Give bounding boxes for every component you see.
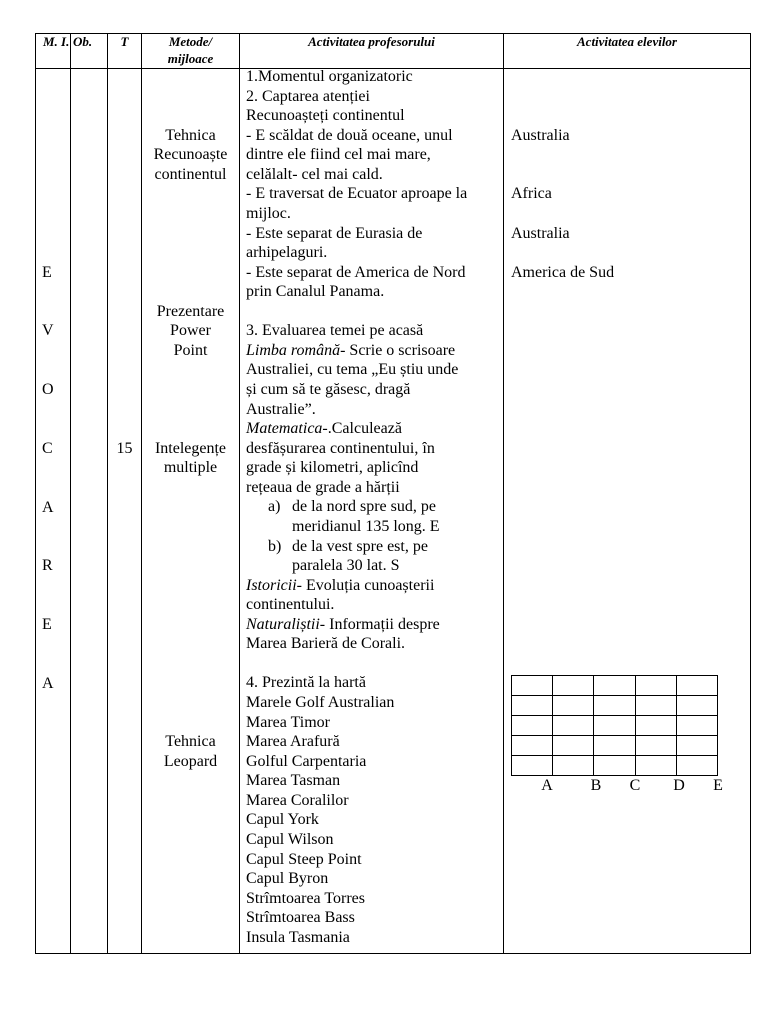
teacher-line <box>246 419 498 439</box>
clue-line: - E traversat de Ecuator aproape la <box>246 185 468 203</box>
grid-cell <box>553 716 594 736</box>
task-text: - Evoluția cunoașterii <box>296 576 435 594</box>
method-line: Tehnica <box>165 733 216 751</box>
moment-letter: C <box>42 439 53 457</box>
method-line: Point <box>173 341 208 359</box>
method-line: Power <box>170 322 211 340</box>
grid-cell <box>594 756 635 776</box>
clue-line: - Este separat de Eurasia de <box>246 224 423 242</box>
moment-letter: A <box>42 498 54 516</box>
grid-column-label: E <box>713 777 723 794</box>
method-group <box>141 439 240 478</box>
map-item: Capul Steep Point <box>246 850 362 868</box>
clue-line: dintre ele fiind cel mai mare, <box>246 146 431 164</box>
grid-cell <box>594 676 635 696</box>
column-divider <box>107 33 108 954</box>
list-item <box>246 537 498 557</box>
grid-cell <box>553 756 594 776</box>
teacher-activity-column <box>246 67 498 947</box>
list-item-text: de la vest spre est, pe <box>292 537 428 555</box>
method-line: Prezentare <box>156 302 225 320</box>
student-answer: Australia <box>511 126 570 144</box>
task-line: Australiei, cu tema „Eu știu unde <box>246 361 459 379</box>
header-student-activity: Activitatea elevilor <box>577 34 677 49</box>
subject-label: Matematica <box>246 420 323 438</box>
map-item: Marea Timor <box>246 713 330 731</box>
map-item: Capul York <box>246 811 319 829</box>
moment-letter: A <box>42 674 54 692</box>
blank-line <box>246 302 498 322</box>
grid-cell <box>636 676 677 696</box>
list-item <box>246 497 498 517</box>
section-title: 1.Momentul organizatoric <box>246 68 413 85</box>
teacher-line <box>246 576 498 596</box>
method-line: multiple <box>163 459 218 477</box>
grid-column-label: A <box>541 777 553 794</box>
header-time: T <box>120 34 129 49</box>
grid-cell <box>636 756 677 776</box>
list-item-text: de la nord spre sud, pe <box>292 498 436 516</box>
student-answer: Africa <box>511 185 552 203</box>
grid-cell <box>677 756 718 776</box>
grid-column-label: C <box>629 777 641 794</box>
grid-cell <box>677 716 718 736</box>
moment-letter: E <box>42 615 52 633</box>
task-text: - Informații despre <box>319 615 440 633</box>
grid-cell <box>636 736 677 756</box>
header-objectives: Ob. <box>73 34 93 49</box>
subject-label: Limba română <box>246 341 341 359</box>
grid-cell <box>512 756 553 776</box>
grid-column-label: B <box>590 777 602 794</box>
clue-line: - E scăldat de două oceane, unul <box>246 126 453 144</box>
grid-cell <box>677 736 718 756</box>
grid-cell <box>594 716 635 736</box>
header-moment: M. I. <box>43 34 70 49</box>
method-group <box>141 732 240 771</box>
grid-cell <box>512 736 553 756</box>
grid-cell <box>594 696 635 716</box>
task-line: continentului. <box>246 596 335 614</box>
teacher-line <box>246 615 498 635</box>
grid-cell <box>553 676 594 696</box>
method-line: continentul <box>154 165 227 183</box>
header-methods <box>141 34 240 67</box>
method-line: Intelegențe <box>154 439 227 457</box>
clue-line: prin Canalul Panama. <box>246 283 385 301</box>
grid-cell <box>677 676 718 696</box>
section-title: 3. Evaluarea temei pe acasă <box>246 322 424 340</box>
grid-cell <box>553 736 594 756</box>
column-divider <box>503 33 504 954</box>
section-title: 2. Captarea atenției <box>246 87 370 105</box>
list-item-continuation: paralela 30 lat. S <box>292 557 400 575</box>
moment-letter: O <box>42 381 54 399</box>
method-line: Tehnica <box>165 126 216 144</box>
map-item: Marea Arafură <box>246 733 340 751</box>
task-line: Australie”. <box>246 400 316 418</box>
map-item: Strîmtoarea Torres <box>246 889 365 907</box>
map-item: Strîmtoarea Bass <box>246 909 355 927</box>
student-answer: America de Sud <box>511 263 615 281</box>
header-teacher-activity: Activitatea profesorului <box>308 34 435 49</box>
task-line: Marea Barieră de Corali. <box>246 635 406 653</box>
task-line: și cum să te găsesc, dragă <box>246 381 411 398</box>
answer-grid <box>511 675 718 776</box>
student-answer: Australia <box>511 224 570 242</box>
teacher-line <box>246 341 498 361</box>
task-line: rețeaua de grade a hărții <box>246 478 400 496</box>
map-item: Marea Tasman <box>246 772 341 790</box>
grid-cell <box>553 696 594 716</box>
clue-line: celălalt- cel mai cald. <box>246 165 383 183</box>
grid-cell <box>512 716 553 736</box>
header-methods-line: mijloace <box>167 50 214 66</box>
blank-line <box>246 654 498 674</box>
method-group <box>141 302 240 361</box>
grid-cell <box>636 696 677 716</box>
clue-line: mijloc. <box>246 204 291 222</box>
grid-cell <box>636 716 677 736</box>
task-text: - Scrie o scrisoare <box>340 341 456 359</box>
grid-cell <box>677 696 718 716</box>
list-item-continuation: meridianul 135 long. E <box>292 517 440 535</box>
map-item: Marele Golf Australian <box>246 694 395 711</box>
map-item: Marea Coralilor <box>246 791 349 809</box>
subject-label: Naturaliștii <box>246 615 320 633</box>
header-methods-line: Metode/ <box>168 34 213 49</box>
grid-cell <box>512 676 553 696</box>
moment-letter: E <box>42 263 52 281</box>
method-line: Leopard <box>163 752 218 770</box>
grid-cell <box>594 736 635 756</box>
task-text: -.Calculează <box>322 420 402 438</box>
task-line: desfășurarea continentului, în <box>246 439 435 457</box>
column-divider <box>70 33 71 954</box>
grid-cell <box>512 696 553 716</box>
list-marker: b) <box>268 537 282 555</box>
moment-letter: V <box>42 322 54 340</box>
grid-column-label: D <box>673 777 685 794</box>
clue-line: arhipelaguri. <box>246 244 328 262</box>
map-item: Golful Carpentaria <box>246 752 367 770</box>
method-group <box>141 126 240 185</box>
task-line: grade și kilometri, aplicînd <box>246 459 419 477</box>
clue-line: - Este separat de America de Nord <box>246 263 466 281</box>
map-item: Insula Tasmania <box>246 928 350 946</box>
list-marker: a) <box>268 498 281 516</box>
time-value: 15 <box>116 439 133 457</box>
map-item: Capul Wilson <box>246 830 334 848</box>
moment-letter: R <box>42 557 53 575</box>
method-line: Recunoaște <box>153 146 228 164</box>
subject-label: Istoricii <box>246 576 297 594</box>
teacher-line: Recunoașteți continentul <box>246 107 405 125</box>
section-title: 4. Prezintă la hartă <box>246 674 366 692</box>
lesson-moment-column <box>42 263 54 733</box>
map-item: Capul Byron <box>246 870 329 888</box>
